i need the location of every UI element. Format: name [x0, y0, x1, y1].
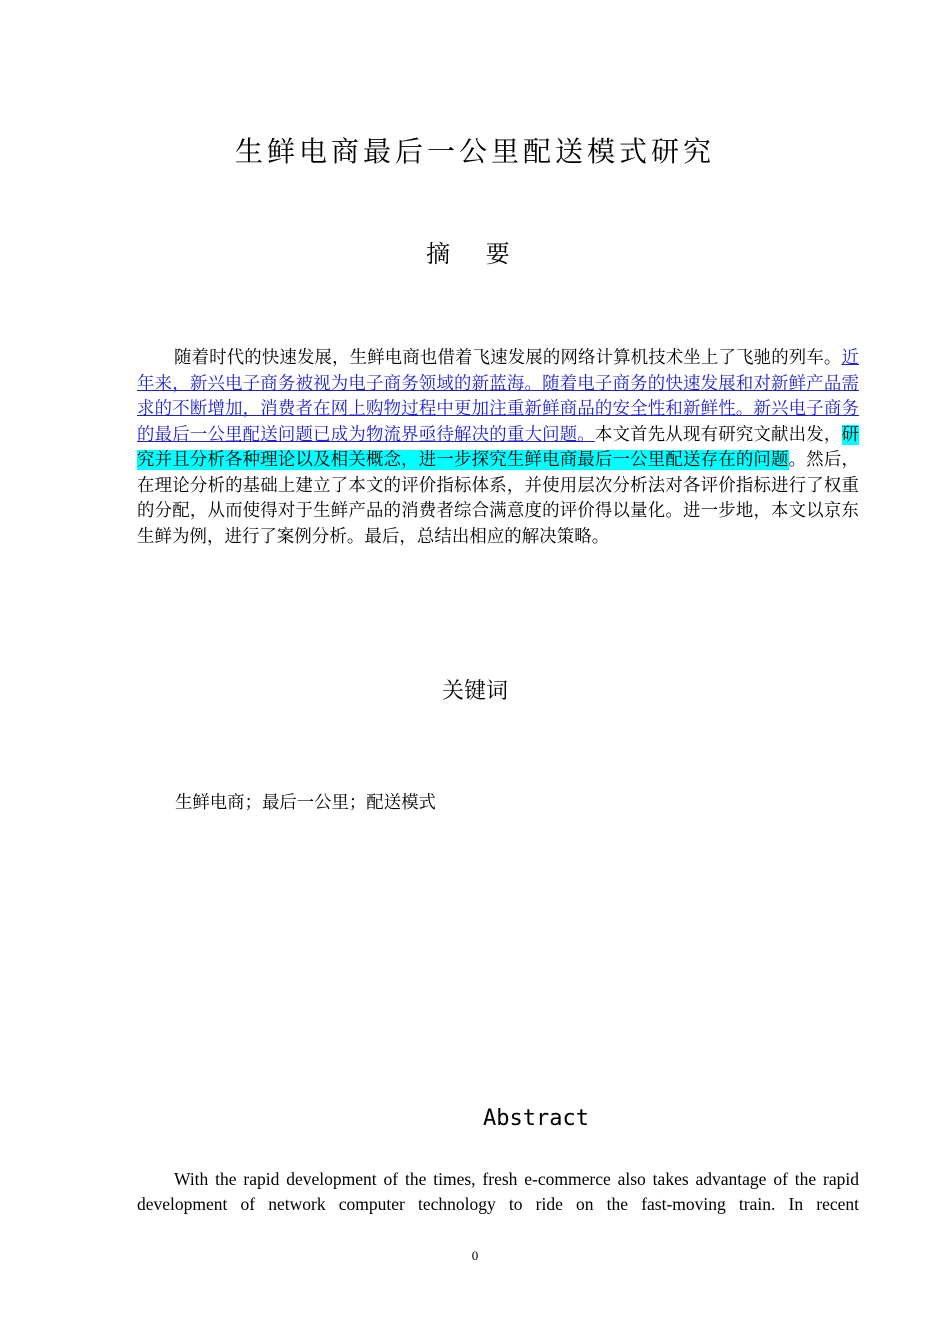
abstract-hyperlink-text[interactable]: 近年来，新兴电子商务被视为电子商务领域的新蓝海。随着电子商务的快速发展和对新鲜产品需求的不断增加，消费者在网上购物过程中更加注重新鲜商品的安全性和新鲜性。新兴电子商务的最后一公里配送问题已成为物流界亟待解决的重大问题。 — [137, 348, 859, 445]
page-number: 0 — [471, 1248, 479, 1263]
keywords-list: 生鲜电商；最后一公里；配送模式 — [175, 793, 436, 813]
document-title: 生鲜电商最后一公里配送模式研究 — [234, 135, 715, 168]
abstract-highlighted-text: 研究并且分析各种理论以及相关概念，进一步探究生鲜电商最后一公里配送存在的问题 — [137, 424, 859, 470]
english-abstract-heading: Abstract — [483, 1106, 589, 1131]
keywords-heading: 关键词 — [441, 679, 508, 704]
abstract-text-segment: 随着时代的快速发展，生鲜电商也借着飞速发展的网络计算机技术坐上了飞驰的列车。 — [174, 348, 842, 368]
english-abstract-paragraph: With the rapid development of the times, fresh e-commerce also takes advantage of the rapid development of network computer technology to ride on the fast-moving train. In recent — [137, 1169, 859, 1214]
abstract-text-segment: 本文首先从现有研究文献出发， — [594, 424, 842, 445]
abstract-paragraph — [137, 346, 859, 550]
abstract-text-segment: 。然后，在理论分析的基础上建立了本文的评价指标体系，并使用层次分析法对各评价指标进行了权重的分配，从而使得对于生鲜产品的消费者综合满意度的评价得以量化。进一步地，本文以京东生鲜为例，进行了案例分析。最后，总结出相应的解决策略。 — [137, 450, 859, 547]
abstract-heading: 摘 要 — [426, 240, 524, 268]
